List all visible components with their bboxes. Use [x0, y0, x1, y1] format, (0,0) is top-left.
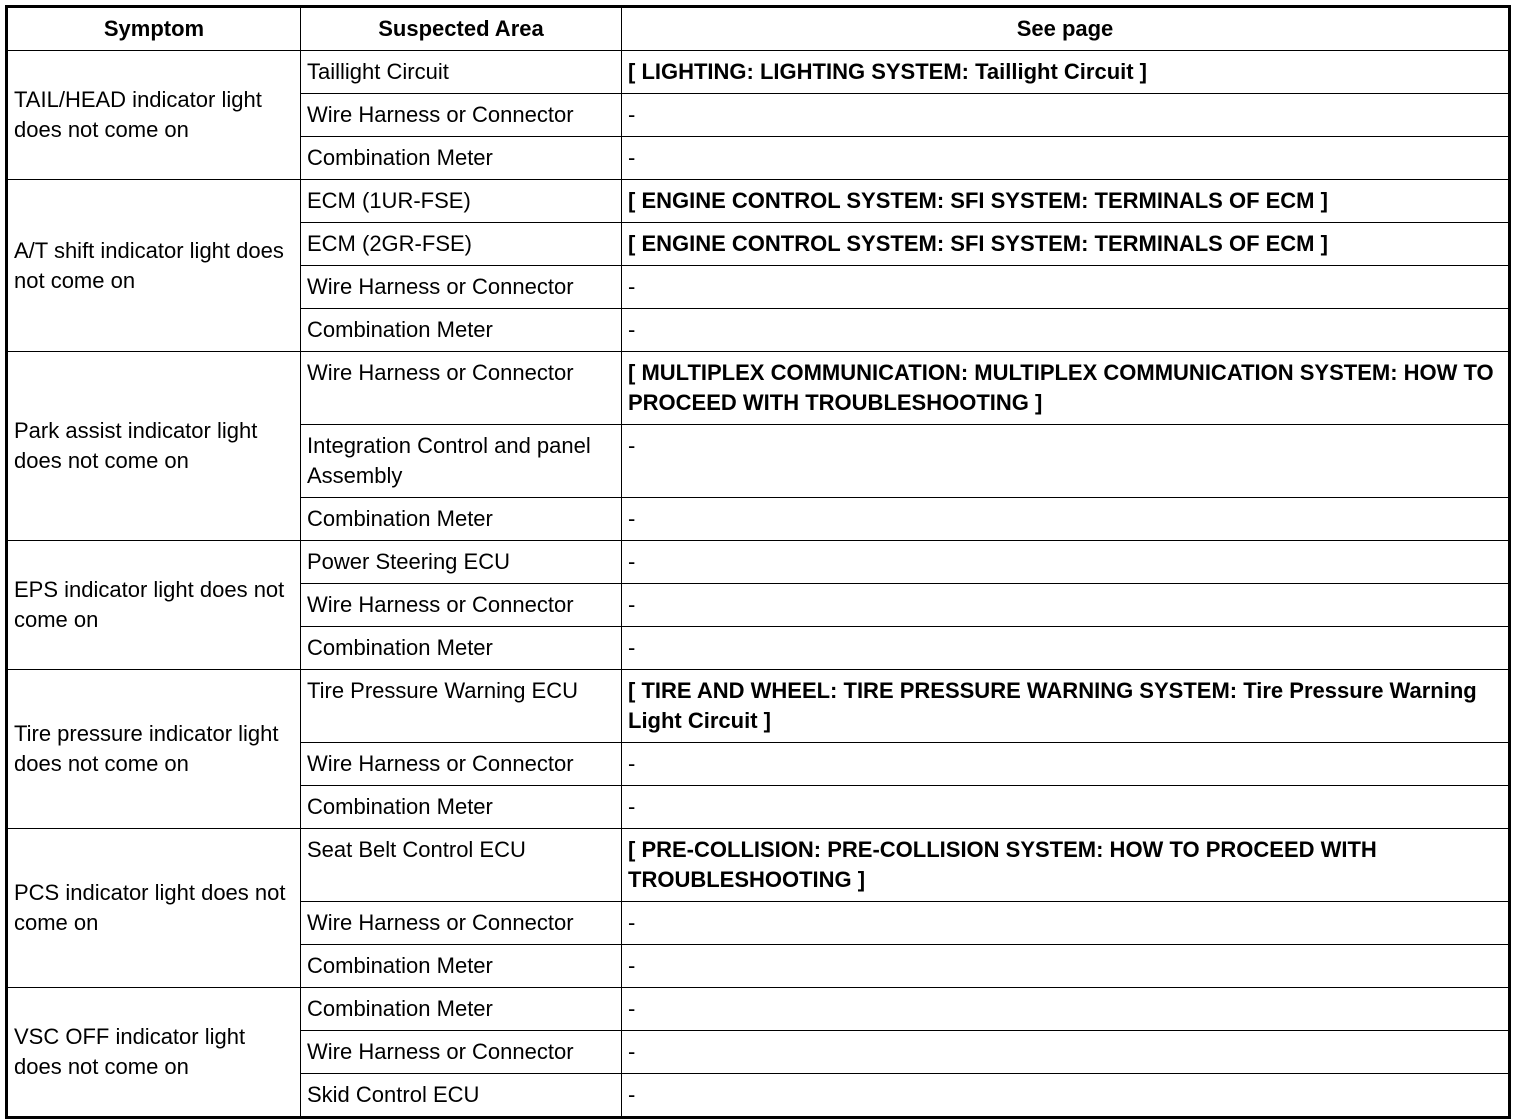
- see-page-reference: [ ENGINE CONTROL SYSTEM: SFI SYSTEM: TERMINALS OF ECM ]: [622, 180, 1510, 223]
- symptom-cell: Park assist indicator light does not come on: [7, 352, 301, 541]
- see-page-reference: [ ENGINE CONTROL SYSTEM: SFI SYSTEM: TERMINALS OF ECM ]: [622, 223, 1510, 266]
- see-page-cell: -: [622, 1031, 1510, 1074]
- table-row: [7, 670, 1510, 743]
- symptom-cell: TAIL/HEAD indicator light does not come on: [7, 51, 301, 180]
- see-page-cell: -: [622, 945, 1510, 988]
- suspected-area-cell: Wire Harness or Connector: [301, 94, 622, 137]
- table-row: [7, 180, 1510, 223]
- suspected-area-cell: Combination Meter: [301, 945, 622, 988]
- table-body: [7, 51, 1510, 1118]
- see-page-cell: -: [622, 266, 1510, 309]
- suspected-area-cell: Tire Pressure Warning ECU: [301, 670, 622, 743]
- suspected-area-cell: Combination Meter: [301, 786, 622, 829]
- suspected-area-cell: ECM (1UR-FSE): [301, 180, 622, 223]
- header-suspected-area: Suspected Area: [301, 7, 622, 51]
- suspected-area-cell: Wire Harness or Connector: [301, 1031, 622, 1074]
- suspected-area-cell: Wire Harness or Connector: [301, 584, 622, 627]
- see-page-reference: [ MULTIPLEX COMMUNICATION: MULTIPLEX COMMUNICATION SYSTEM: HOW TO PROCEED WITH TROUBLESHOOTING ]: [622, 352, 1510, 425]
- suspected-area-cell: Combination Meter: [301, 627, 622, 670]
- header-row: [7, 7, 1510, 51]
- see-page-reference: [ TIRE AND WHEEL: TIRE PRESSURE WARNING SYSTEM: Tire Pressure Warning Light Circuit ]: [622, 670, 1510, 743]
- suspected-area-cell: Wire Harness or Connector: [301, 902, 622, 945]
- suspected-area-cell: Wire Harness or Connector: [301, 266, 622, 309]
- suspected-area-cell: Combination Meter: [301, 309, 622, 352]
- table-header: [7, 7, 1510, 51]
- suspected-area-cell: Taillight Circuit: [301, 51, 622, 94]
- table-row: [7, 829, 1510, 902]
- suspected-area-cell: Skid Control ECU: [301, 1074, 622, 1118]
- symptom-table: [5, 5, 1511, 1119]
- symptom-cell: EPS indicator light does not come on: [7, 541, 301, 670]
- see-page-cell: -: [622, 743, 1510, 786]
- see-page-reference: [ PRE-COLLISION: PRE-COLLISION SYSTEM: HOW TO PROCEED WITH TROUBLESHOOTING ]: [622, 829, 1510, 902]
- see-page-cell: -: [622, 94, 1510, 137]
- suspected-area-cell: Power Steering ECU: [301, 541, 622, 584]
- suspected-area-cell: Combination Meter: [301, 137, 622, 180]
- table-row: [7, 352, 1510, 425]
- table-row: [7, 51, 1510, 94]
- symptom-cell: PCS indicator light does not come on: [7, 829, 301, 988]
- see-page-cell: -: [622, 902, 1510, 945]
- see-page-cell: -: [622, 988, 1510, 1031]
- see-page-cell: -: [622, 309, 1510, 352]
- see-page-reference: [ LIGHTING: LIGHTING SYSTEM: Taillight Circuit ]: [622, 51, 1510, 94]
- header-see-page: See page: [622, 7, 1510, 51]
- suspected-area-cell: Wire Harness or Connector: [301, 743, 622, 786]
- see-page-cell: -: [622, 425, 1510, 498]
- see-page-cell: -: [622, 498, 1510, 541]
- suspected-area-cell: ECM (2GR-FSE): [301, 223, 622, 266]
- symptom-cell: VSC OFF indicator light does not come on: [7, 988, 301, 1118]
- table-row: [7, 988, 1510, 1031]
- header-symptom: Symptom: [7, 7, 301, 51]
- symptom-cell: A/T shift indicator light does not come on: [7, 180, 301, 352]
- see-page-cell: -: [622, 1074, 1510, 1118]
- see-page-cell: -: [622, 627, 1510, 670]
- symptom-cell: Tire pressure indicator light does not come on: [7, 670, 301, 829]
- suspected-area-cell: Integration Control and panel Assembly: [301, 425, 622, 498]
- see-page-cell: -: [622, 137, 1510, 180]
- suspected-area-cell: Combination Meter: [301, 498, 622, 541]
- see-page-cell: -: [622, 541, 1510, 584]
- table-row: [7, 541, 1510, 584]
- suspected-area-cell: Wire Harness or Connector: [301, 352, 622, 425]
- suspected-area-cell: Seat Belt Control ECU: [301, 829, 622, 902]
- see-page-cell: -: [622, 786, 1510, 829]
- see-page-cell: -: [622, 584, 1510, 627]
- suspected-area-cell: Combination Meter: [301, 988, 622, 1031]
